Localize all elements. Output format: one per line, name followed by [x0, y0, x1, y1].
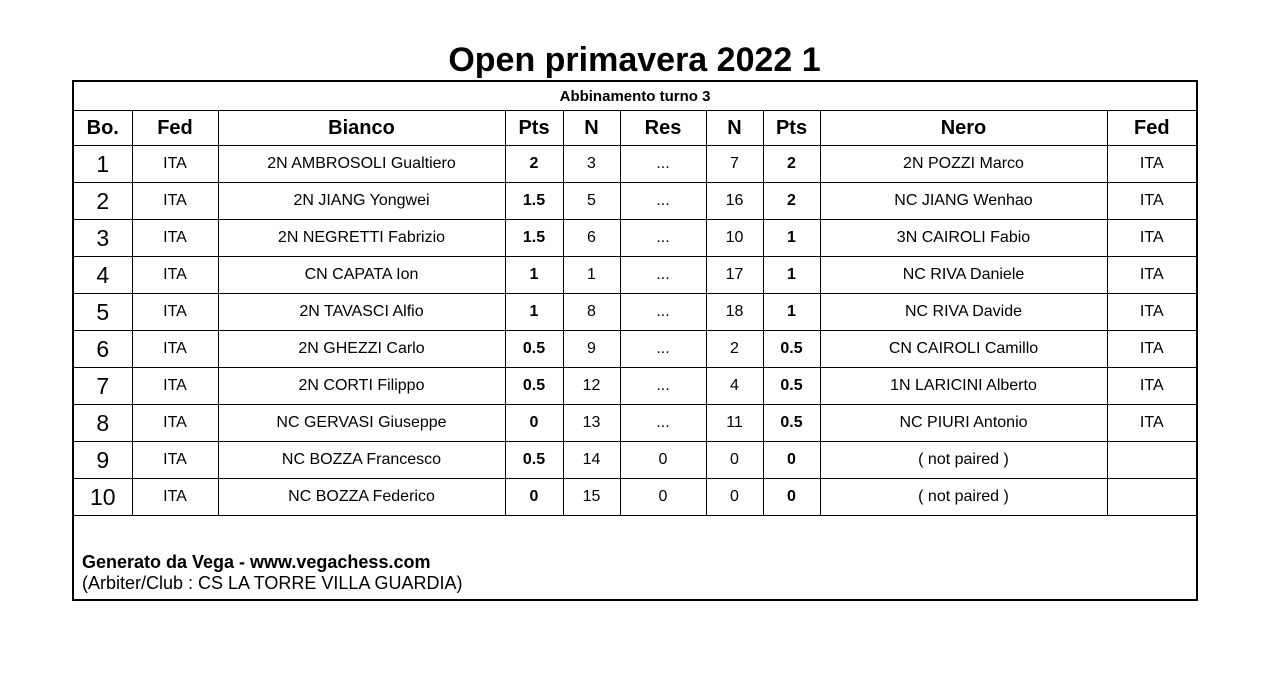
white-player: CN CAPATA Ion [218, 257, 505, 294]
white-number: 14 [563, 442, 620, 479]
black-player: CN CAIROLI Camillo [820, 331, 1107, 368]
result: ... [620, 183, 706, 220]
black-fed: ITA [1107, 257, 1196, 294]
white-fed: ITA [132, 405, 218, 442]
table-row [74, 479, 1196, 516]
board-number: 6 [74, 331, 132, 368]
board-number: 1 [74, 146, 132, 183]
board-number: 5 [74, 294, 132, 331]
board-number: 3 [74, 220, 132, 257]
black-player: ( not paired ) [820, 479, 1107, 516]
black-points: 0.5 [763, 405, 820, 442]
black-number: 11 [706, 405, 763, 442]
table-row [74, 220, 1196, 257]
white-number: 5 [563, 183, 620, 220]
black-fed [1107, 442, 1196, 479]
header-black: Nero [820, 111, 1107, 146]
header-fed-white: Fed [132, 111, 218, 146]
table-row [74, 183, 1196, 220]
white-number: 3 [563, 146, 620, 183]
black-number: 7 [706, 146, 763, 183]
result: ... [620, 220, 706, 257]
table-row [74, 331, 1196, 368]
board-number: 7 [74, 368, 132, 405]
black-points: 1 [763, 294, 820, 331]
white-points: 1.5 [505, 220, 563, 257]
subtitle-row [74, 82, 1196, 111]
black-points: 0.5 [763, 368, 820, 405]
black-number: 10 [706, 220, 763, 257]
white-points: 0 [505, 405, 563, 442]
white-fed: ITA [132, 294, 218, 331]
black-fed: ITA [1107, 220, 1196, 257]
black-fed: ITA [1107, 331, 1196, 368]
black-number: 0 [706, 479, 763, 516]
white-points: 1 [505, 294, 563, 331]
table-row [74, 442, 1196, 479]
header-white: Bianco [218, 111, 505, 146]
header-board: Bo. [74, 111, 132, 146]
white-number: 12 [563, 368, 620, 405]
header-row [74, 111, 1196, 146]
page-title: Open primavera 2022 1 [448, 41, 821, 79]
black-fed [1107, 479, 1196, 516]
white-player: 2N CORTI Filippo [218, 368, 505, 405]
pairings-frame [72, 80, 1198, 601]
white-player: 2N TAVASCI Alfio [218, 294, 505, 331]
result: 0 [620, 479, 706, 516]
arbiter-club: (Arbiter/Club : CS LA TORRE VILLA GUARDIA) [82, 573, 463, 593]
black-points: 0 [763, 442, 820, 479]
white-points: 1 [505, 257, 563, 294]
header-number-black: N [706, 111, 763, 146]
white-player: 2N AMBROSOLI Gualtiero [218, 146, 505, 183]
black-fed: ITA [1107, 405, 1196, 442]
black-player: 1N LARICINI Alberto [820, 368, 1107, 405]
result: ... [620, 405, 706, 442]
black-points: 0.5 [763, 331, 820, 368]
black-points: 1 [763, 220, 820, 257]
white-points: 0.5 [505, 368, 563, 405]
table-row [74, 405, 1196, 442]
black-points: 0 [763, 479, 820, 516]
black-number: 2 [706, 331, 763, 368]
white-number: 15 [563, 479, 620, 516]
white-player: 2N NEGRETTI Fabrizio [218, 220, 505, 257]
black-fed: ITA [1107, 183, 1196, 220]
white-fed: ITA [132, 368, 218, 405]
board-number: 8 [74, 405, 132, 442]
black-fed: ITA [1107, 294, 1196, 331]
board-number: 9 [74, 442, 132, 479]
round-subtitle: Abbinamento turno 3 [74, 82, 1196, 111]
white-points: 2 [505, 146, 563, 183]
black-player: NC JIANG Wenhao [820, 183, 1107, 220]
table-row [74, 294, 1196, 331]
board-number: 2 [74, 183, 132, 220]
white-number: 1 [563, 257, 620, 294]
black-player: NC RIVA Davide [820, 294, 1107, 331]
board-number: 10 [74, 479, 132, 516]
black-points: 2 [763, 146, 820, 183]
white-player: NC BOZZA Federico [218, 479, 505, 516]
black-number: 16 [706, 183, 763, 220]
white-number: 8 [563, 294, 620, 331]
black-player: ( not paired ) [820, 442, 1107, 479]
result: ... [620, 368, 706, 405]
header-result: Res [620, 111, 706, 146]
table-row [74, 257, 1196, 294]
white-number: 9 [563, 331, 620, 368]
header-pts-black: Pts [763, 111, 820, 146]
footer [82, 552, 462, 594]
white-points: 0.5 [505, 442, 563, 479]
white-fed: ITA [132, 183, 218, 220]
black-number: 0 [706, 442, 763, 479]
header-pts-white: Pts [505, 111, 563, 146]
white-points: 0.5 [505, 331, 563, 368]
white-points: 0 [505, 479, 563, 516]
pairings-body [74, 146, 1196, 516]
white-fed: ITA [132, 331, 218, 368]
result: ... [620, 146, 706, 183]
black-points: 1 [763, 257, 820, 294]
black-player: 2N POZZI Marco [820, 146, 1107, 183]
white-fed: ITA [132, 442, 218, 479]
black-player: NC RIVA Daniele [820, 257, 1107, 294]
white-points: 1.5 [505, 183, 563, 220]
black-number: 18 [706, 294, 763, 331]
white-number: 13 [563, 405, 620, 442]
white-player: 2N GHEZZI Carlo [218, 331, 505, 368]
table-row [74, 368, 1196, 405]
generator-credit: Generato da Vega - www.vegachess.com [82, 552, 431, 572]
table-row [74, 146, 1196, 183]
black-number: 4 [706, 368, 763, 405]
pairings-table [74, 82, 1196, 516]
white-fed: ITA [132, 146, 218, 183]
black-fed: ITA [1107, 368, 1196, 405]
black-number: 17 [706, 257, 763, 294]
white-player: NC GERVASI Giuseppe [218, 405, 505, 442]
white-fed: ITA [132, 220, 218, 257]
white-player: 2N JIANG Yongwei [218, 183, 505, 220]
result: ... [620, 331, 706, 368]
board-number: 4 [74, 257, 132, 294]
black-player: NC PIURI Antonio [820, 405, 1107, 442]
white-fed: ITA [132, 479, 218, 516]
header-number-white: N [563, 111, 620, 146]
black-points: 2 [763, 183, 820, 220]
result: ... [620, 257, 706, 294]
black-player: 3N CAIROLI Fabio [820, 220, 1107, 257]
result: 0 [620, 442, 706, 479]
black-fed: ITA [1107, 146, 1196, 183]
header-fed-black: Fed [1107, 111, 1196, 146]
white-fed: ITA [132, 257, 218, 294]
result: ... [620, 294, 706, 331]
white-number: 6 [563, 220, 620, 257]
white-player: NC BOZZA Francesco [218, 442, 505, 479]
